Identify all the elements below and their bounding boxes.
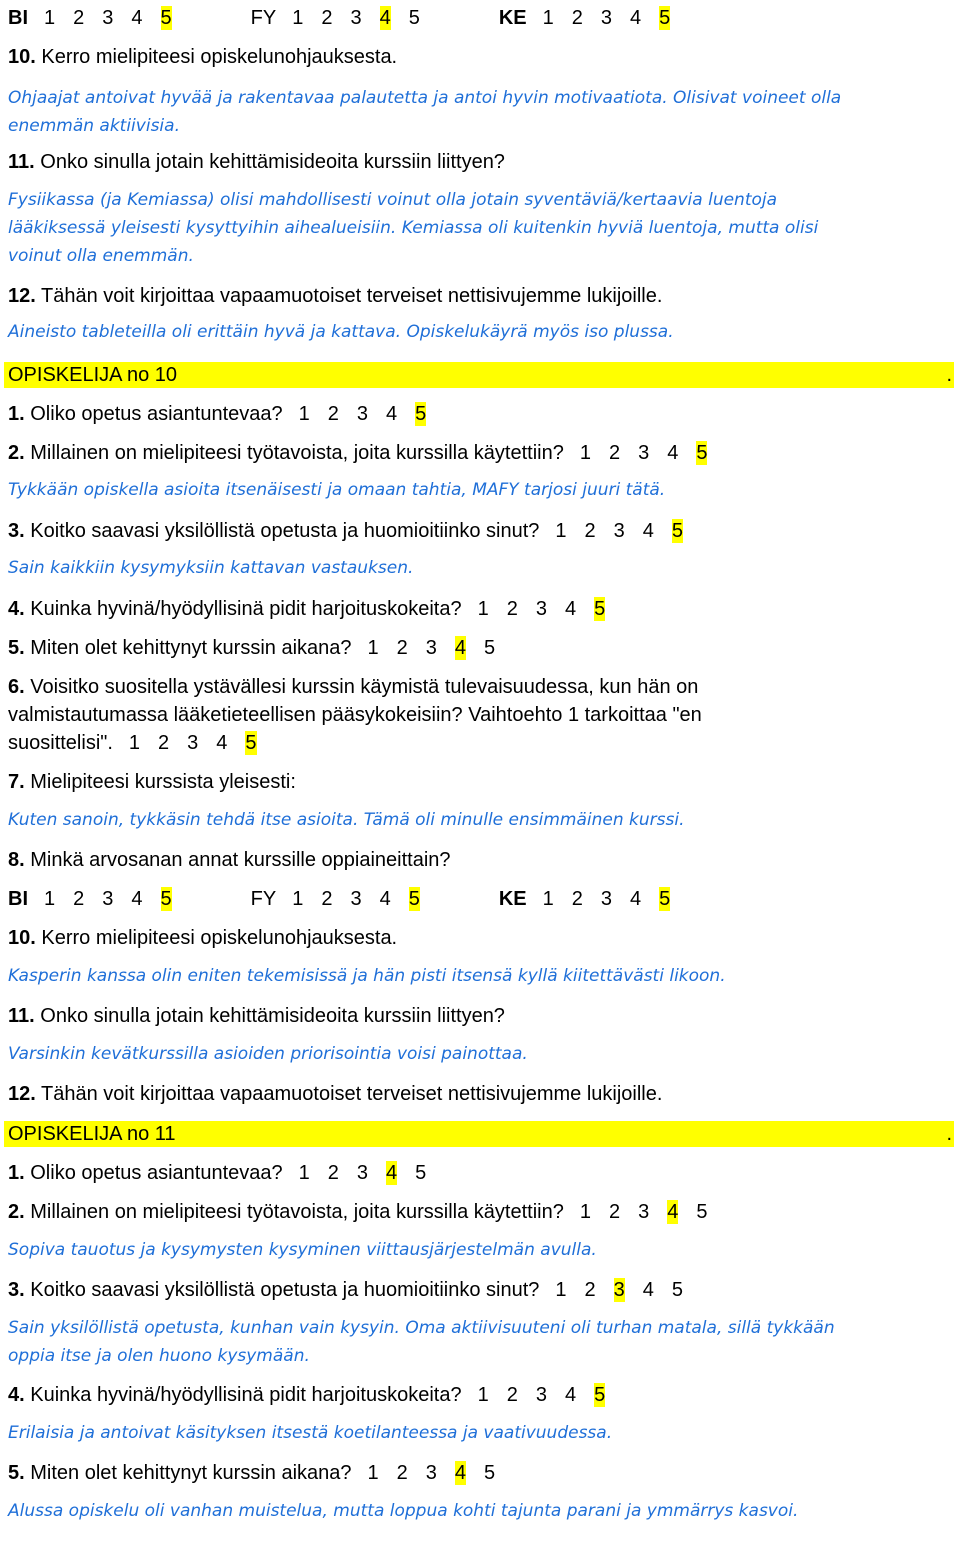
- s11-question-4-option-3: 3: [535, 1384, 547, 1406]
- s10-question-5: 5. Miten olet kehittynyt kurssin aikana? 1 2 3 4 5: [8, 637, 496, 659]
- s10-question-12: 12. Tähän voit kirjoittaa vapaamuotoiset terveiset nettisivujemme lukijoille.: [8, 1083, 663, 1105]
- s11-question-2-option-1: 1: [579, 1201, 591, 1223]
- subject-ke-option-2: 2: [571, 7, 583, 29]
- s10-question-4-option-5-selected: 5: [594, 598, 606, 620]
- s10-question-3-option-5-selected: 5: [671, 520, 684, 542]
- s10-question-2-option-2: 2: [608, 442, 621, 464]
- subject-ke-option-1: 1: [542, 888, 554, 910]
- subject-fy-option-2: 2: [321, 7, 333, 29]
- subject-bi-option-4: 4: [131, 7, 143, 29]
- s10-question-6-option-3: 3: [187, 732, 199, 754]
- s10-question-2-option-1: 1: [579, 442, 591, 464]
- s10-question-5-option-4-selected: 4: [454, 637, 467, 659]
- s10-question-7: 7. Mielipiteesi kurssista yleisesti:: [8, 771, 296, 793]
- s10-question-3: 3. Koitko saavasi yksilöllistä opetusta ja huomioitiinko sinut? 1 2 3 4 5: [8, 520, 684, 542]
- subject-ke-option-2: 2: [571, 888, 583, 910]
- s10-subject-rating-row: [8, 887, 679, 911]
- subject-ke: KE: [498, 888, 527, 910]
- s11-question-5: 5. Miten olet kehittynyt kurssin aikana? 1 2 3 4 5: [8, 1462, 496, 1484]
- s10-question-1: 1. Oliko opetus asiantuntevaa? 1 2 3 4 5: [8, 403, 427, 425]
- subject-bi-option-5-selected: 5: [160, 888, 172, 910]
- s10-question-6-line2: valmistautumassa lääketieteellisen pääsykokeisiin? Vaihtoehto 1 tarkoittaa "en: [8, 704, 702, 726]
- s10-answer-11: Varsinkin kevätkurssilla asioiden priorisointia voisi painottaa.: [8, 1044, 528, 1064]
- subject-bi-option-1: 1: [44, 7, 56, 29]
- s10-answer-3: Sain kaikkiin kysymyksiin kattavan vastauksen.: [8, 558, 414, 578]
- s11-question-4-option-1: 1: [477, 1384, 489, 1406]
- subject-fy: FY: [250, 7, 277, 29]
- student-11-banner: OPISKELIJA no 11 .: [4, 1121, 954, 1147]
- s10-question-8: 8. Minkä arvosanan annat kurssille oppiaineittain?: [8, 849, 451, 871]
- s11-question-5-option-2: 2: [396, 1462, 408, 1484]
- s11-question-1: 1. Oliko opetus asiantuntevaa? 1 2 3 4 5: [8, 1162, 427, 1184]
- subject-ke-option-3: 3: [600, 7, 612, 29]
- subject-fy-option-1: 1: [292, 888, 304, 910]
- subject-fy-option-3: 3: [350, 7, 362, 29]
- s10-question-5-option-3: 3: [425, 637, 437, 659]
- s11-question-4-option-4: 4: [564, 1384, 577, 1406]
- subject-fy-option-4: 4: [379, 888, 391, 910]
- s10-question-4-option-4: 4: [564, 598, 577, 620]
- subject-rating-row: [8, 6, 679, 30]
- subject-bi: BI: [8, 7, 28, 29]
- s11-question-1-option-2: 2: [327, 1162, 339, 1184]
- answer-12: Aineisto tableteilla oli erittäin hyvä ja kattava. Opiskelukäyrä myös iso plussa.: [8, 322, 674, 342]
- subject-bi-option-4: 4: [131, 888, 143, 910]
- s11-question-2: 2. Millainen on mielipiteesi työtavoista, joita kurssilla käytettiin? 1 2 3 4 5: [8, 1201, 708, 1223]
- s11-answer-5: Alussa opiskelu oli vanhan muistelua, mutta loppua kohti tajunta parani ja ymmärrys kasvoi.: [8, 1501, 799, 1521]
- s11-question-3-option-4: 4: [642, 1279, 654, 1301]
- s10-question-6-option-5-selected: 5: [245, 732, 257, 754]
- s11-question-4-option-2: 2: [506, 1384, 518, 1406]
- s10-question-3-option-3: 3: [613, 520, 625, 542]
- s10-question-6-option-1: 1: [128, 732, 141, 754]
- s10-question-3-option-1: 1: [555, 520, 567, 542]
- s11-question-3-option-5: 5: [671, 1279, 684, 1301]
- subject-bi-option-2: 2: [73, 888, 85, 910]
- s10-answer-2: Tykkään opiskella asioita itsenäisesti ja omaan tahtia, MAFY tarjosi juuri tätä.: [8, 480, 666, 500]
- s11-question-5-option-1: 1: [367, 1462, 379, 1484]
- s11-question-3-option-2: 2: [584, 1279, 596, 1301]
- subject-bi: BI: [8, 888, 28, 910]
- s10-question-4: 4. Kuinka hyvinä/hyödyllisinä pidit harjoituskokeita? 1 2 3 4 5: [8, 598, 606, 620]
- s10-question-5-option-2: 2: [396, 637, 408, 659]
- s11-answer-2: Sopiva tauotus ja kysymysten kysyminen viittausjärjestelmän avulla.: [8, 1240, 597, 1260]
- s11-question-2-option-4-selected: 4: [667, 1201, 679, 1223]
- question-11: 11. Onko sinulla jotain kehittämisideoita kurssiin liittyen?: [8, 151, 505, 173]
- s11-question-3-option-3-selected: 3: [613, 1279, 625, 1301]
- s10-question-10: 10. Kerro mielipiteesi opiskelunohjauksesta.: [8, 927, 398, 949]
- s11-question-2-option-5: 5: [696, 1201, 708, 1223]
- s11-question-1-option-1: 1: [298, 1162, 310, 1184]
- s10-question-2-option-5-selected: 5: [696, 442, 708, 464]
- subject-ke-option-4: 4: [629, 7, 642, 29]
- s10-question-1-option-4: 4: [386, 403, 398, 425]
- subject-ke-option-4: 4: [629, 888, 642, 910]
- s10-question-2-option-4: 4: [667, 442, 679, 464]
- s10-question-1-option-3: 3: [356, 403, 369, 425]
- s10-question-1-option-1: 1: [298, 403, 310, 425]
- s10-question-6-line3: suosittelisi". 1 2 3 4 5: [8, 732, 257, 754]
- subject-fy-option-5-selected: 5: [408, 888, 420, 910]
- s11-question-1-option-4-selected: 4: [386, 1162, 398, 1184]
- s10-question-4-option-1: 1: [477, 598, 489, 620]
- subject-ke-option-3: 3: [600, 888, 612, 910]
- subject-bi-option-5-selected: 5: [160, 7, 172, 29]
- s11-answer-4: Erilaisia ja antoivat käsityksen itsestä koetilanteessa ja vaativuudessa.: [8, 1423, 613, 1443]
- question-10: 10. Kerro mielipiteesi opiskelunohjauksesta.: [8, 46, 398, 68]
- s10-answer-10: Kasperin kanssa olin eniten tekemisissä ja hän pisti itsensä kyllä kiitettävästi likoon.: [8, 966, 726, 986]
- answer-10: Ohjaajat antoivat hyvää ja rakentavaa palautetta ja antoi hyvin motivaatiota. Olisivat voineet olla enemmän aktiivisia.: [8, 88, 842, 136]
- s11-question-3: 3. Koitko saavasi yksilöllistä opetusta ja huomioitiinko sinut? 1 2 3 4 5: [8, 1279, 684, 1301]
- s10-question-1-option-5-selected: 5: [415, 403, 427, 425]
- subject-fy-option-5: 5: [408, 7, 420, 29]
- s10-question-5-option-5: 5: [484, 637, 496, 659]
- s10-question-3-option-4: 4: [642, 520, 654, 542]
- s11-question-2-option-2: 2: [608, 1201, 621, 1223]
- s11-question-5-option-4-selected: 4: [454, 1462, 467, 1484]
- s10-question-6-line1: 6. Voisitko suositella ystävällesi kurssin käymistä tulevaisuudessa, kun hän on: [8, 676, 699, 698]
- subject-fy: FY: [250, 888, 277, 910]
- s10-question-3-option-2: 2: [584, 520, 596, 542]
- answer-11: Fysiikassa (ja Kemiassa) olisi mahdollisesti voinut olla jotain syventäviä/kertaavia luentoja lääkiksessä yleisesti kysyttyihin aihealueisiin. Kemiassa oli kuitenkin hyviä luentoja, mutta olisi voinut olla enemmän.: [8, 190, 819, 266]
- s10-question-2: 2. Millainen on mielipiteesi työtavoista, joita kurssilla käytettiin? 1 2 3 4 5: [8, 442, 708, 464]
- s10-question-4-option-2: 2: [506, 598, 518, 620]
- s10-question-2-option-3: 3: [638, 442, 650, 464]
- s10-question-6-option-2: 2: [158, 732, 170, 754]
- s11-question-1-option-3: 3: [356, 1162, 369, 1184]
- subject-bi-option-3: 3: [102, 7, 114, 29]
- s10-question-6-option-4: 4: [216, 732, 228, 754]
- subject-ke: KE: [498, 7, 527, 29]
- question-12: 12. Tähän voit kirjoittaa vapaamuotoiset terveiset nettisivujemme lukijoille.: [8, 285, 663, 307]
- subject-bi-option-3: 3: [102, 888, 114, 910]
- subject-fy-option-3: 3: [350, 888, 362, 910]
- s11-question-3-option-1: 1: [555, 1279, 567, 1301]
- s11-question-4-option-5-selected: 5: [594, 1384, 606, 1406]
- s11-question-5-option-3: 3: [425, 1462, 437, 1484]
- subject-bi-option-1: 1: [44, 888, 56, 910]
- student-10-banner: OPISKELIJA no 10 .: [4, 362, 954, 388]
- subject-ke-option-1: 1: [542, 7, 554, 29]
- subject-fy-option-1: 1: [292, 7, 304, 29]
- subject-ke-option-5-selected: 5: [659, 888, 671, 910]
- s11-question-1-option-5: 5: [415, 1162, 427, 1184]
- s11-question-4: 4. Kuinka hyvinä/hyödyllisinä pidit harjoituskokeita? 1 2 3 4 5: [8, 1384, 606, 1406]
- s10-answer-7: Kuten sanoin, tykkäsin tehdä itse asioita. Tämä oli minulle ensimmäinen kurssi.: [8, 810, 685, 830]
- subject-ke-option-5-selected: 5: [659, 7, 671, 29]
- s11-question-2-option-3: 3: [638, 1201, 650, 1223]
- subject-bi-option-2: 2: [73, 7, 85, 29]
- s10-question-1-option-2: 2: [327, 403, 339, 425]
- s10-question-4-option-3: 3: [535, 598, 547, 620]
- s10-question-5-option-1: 1: [367, 637, 379, 659]
- s11-answer-3: Sain yksilöllistä opetusta, kunhan vain kysyin. Oma aktiivisuuteni oli turhan matala, sillä tykkään oppia itse ja olen huono kysymään.: [8, 1318, 835, 1366]
- s11-question-5-option-5: 5: [484, 1462, 496, 1484]
- s10-question-11: 11. Onko sinulla jotain kehittämisideoita kurssiin liittyen?: [8, 1005, 505, 1027]
- subject-fy-option-2: 2: [321, 888, 333, 910]
- subject-fy-option-4-selected: 4: [379, 7, 391, 29]
